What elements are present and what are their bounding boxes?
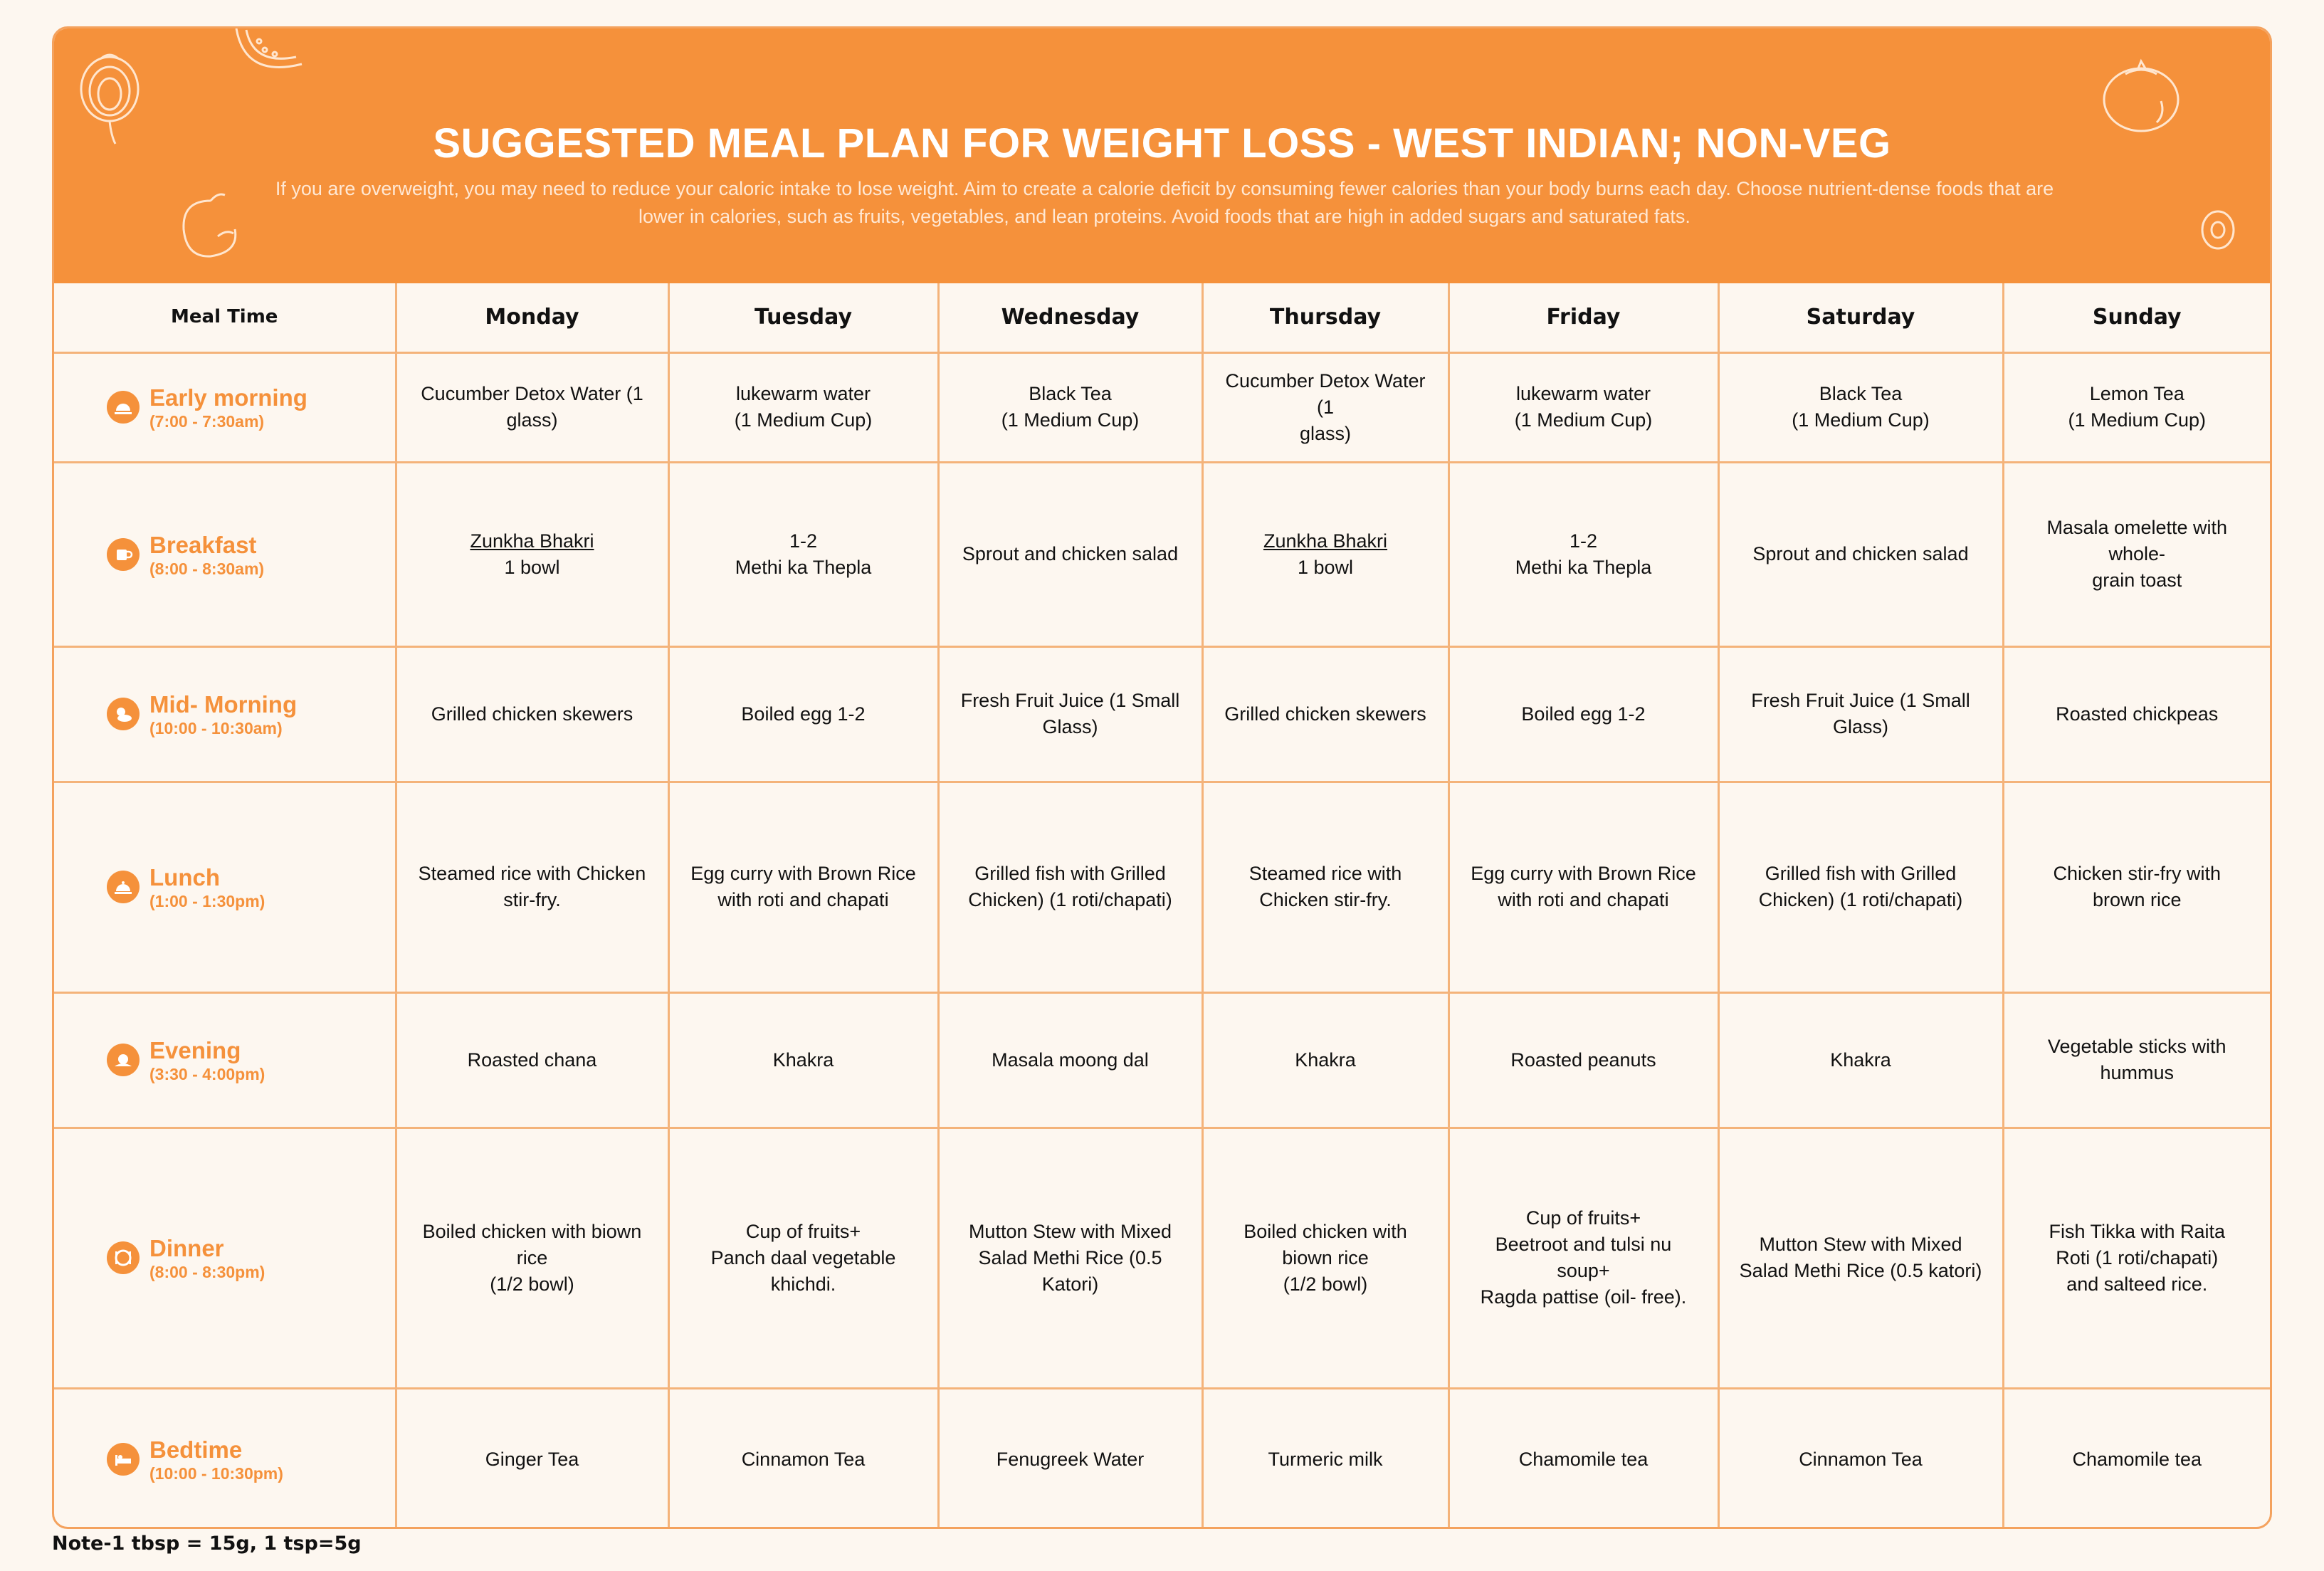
table-row [54,992,2270,1128]
footnote: Note-1 tbsp = 15g, 1 tsp=5g [52,1533,362,1555]
meal-item-line: Chicken stir-fry. [1259,889,1392,910]
meal-cell-monday [396,462,668,646]
meal-time: (7:00 - 7:30am) [149,412,265,431]
meal-cell-friday [1448,352,1718,462]
meal-cell-wednesday [938,1388,1202,1529]
meal-cell-tuesday [668,352,938,462]
meal-plan-sheet [52,26,2272,1529]
meal-cell-wednesday [938,462,1202,646]
meal-item-line: Boiled egg 1-2 [1521,703,1646,725]
meal-item-line: Sprout and chicken salad [1752,543,1969,564]
meal-item-line: Glass) [1042,716,1098,737]
meal-item-line: Mutton Stew with Mixed [1759,1234,1962,1255]
meal-item-line: with roti and chapati [1498,889,1669,910]
meal-item-line: Chamomile tea [1518,1448,1649,1470]
meal-item-line: with roti and chapati [717,889,889,910]
meal-item-line: Masala omelette with whole- [2046,517,2228,564]
meal-cell-wednesday [938,992,1202,1128]
meal-name: Lunch [149,864,220,890]
meal-cell-wednesday [938,782,1202,992]
column-header-sunday: Sunday [2003,283,2270,352]
sunset-icon [107,1044,140,1076]
meal-item-line: Boiled egg 1-2 [741,703,866,725]
meal-item-line: Glass) [1832,716,1888,737]
meal-name: Evening [149,1037,241,1063]
table-row [54,352,2270,462]
meal-time-cell [54,992,396,1128]
meal-item-line: Roasted peanuts [1510,1049,1656,1071]
meal-time: (8:00 - 8:30am) [149,559,265,578]
sun-cloud-icon [107,698,140,730]
meal-item-line: Egg curry with Brown Rice [690,863,916,884]
meal-cell-friday [1448,462,1718,646]
table-row [54,1388,2270,1529]
meal-item-line: and salteed rice. [2066,1273,2208,1295]
meal-cell-saturday [1718,992,2003,1128]
bed-icon [107,1443,140,1476]
meal-item-line: Grilled fish with Grilled [974,863,1166,884]
meal-item-line: glass) [506,409,558,431]
meal-item-line: Chicken) (1 roti/chapati) [1758,889,1963,910]
meal-item-line: Grilled chicken skewers [431,703,633,725]
meal-item-line: Ragda pattise (oil- free). [1480,1286,1687,1308]
meal-item-line: lukewarm water [735,383,871,404]
meal-item-line: (1 Medium Cup) [734,409,873,431]
subtitle-line: lower in calories, such as fruits, vegetables, and lean proteins. Avoid foods that are high in added sugars and saturated fats. [638,206,1691,227]
meal-cell-thursday [1202,646,1448,782]
meal-cell-tuesday [668,992,938,1128]
meal-cell-monday [396,1128,668,1388]
meal-item-line: Boiled chicken with [1244,1220,1407,1242]
meal-cell-wednesday [938,646,1202,782]
meal-item-line: Zunkha Bhakri [1263,530,1388,552]
meal-name: Bedtime [149,1436,243,1463]
meal-time: (10:00 - 10:30pm) [149,1464,283,1483]
meal-cell-thursday [1202,462,1448,646]
coffee-cup-icon [107,538,140,571]
meal-cell-sunday [2003,462,2270,646]
meal-time-cell [54,782,396,992]
meal-item-line: (1 Medium Cup) [2068,409,2207,431]
meal-cell-sunday [2003,1388,2270,1529]
meal-item-line: Roasted chickpeas [2056,703,2219,725]
meal-item-line: Steamed rice with [1248,863,1402,884]
meal-name: Dinner [149,1235,224,1261]
meal-name: Breakfast [149,531,257,558]
meal-cell-thursday [1202,782,1448,992]
meal-item-line: Chicken) (1 roti/chapati) [968,889,1172,910]
meal-cell-saturday [1718,1128,2003,1388]
meal-item-line: Cucumber Detox Water (1 [1225,369,1426,418]
meal-time: (3:30 - 4:00pm) [149,1065,265,1083]
meal-item-line: brown rice [2092,889,2182,910]
meal-item-line: rice [516,1246,548,1268]
meal-item-line: Egg curry with Brown Rice [1471,863,1696,884]
column-header-friday: Friday [1448,283,1718,352]
meal-item-line: Chamomile tea [2072,1448,2202,1470]
meal-item-line: Black Tea [1029,383,1112,404]
meal-plan-table [54,283,2270,1529]
header-banner [54,28,2270,283]
meal-cell-friday [1448,992,1718,1128]
table-row [54,782,2270,992]
meal-cell-sunday [2003,992,2270,1128]
meal-cell-sunday [2003,1128,2270,1388]
meal-item-line: lukewarm water [1515,383,1651,404]
round-slice-doodle-icon [2197,205,2239,255]
meal-name: Mid- Morning [149,691,298,718]
meal-item-line: Grilled chicken skewers [1224,703,1426,725]
meal-cell-thursday [1202,352,1448,462]
meal-item-line: Zunkha Bhakri [470,530,594,552]
meal-item-line: Fresh Fruit Juice (1 Small [1751,690,1970,711]
meal-item-line: (1/2 bowl) [1283,1273,1368,1295]
meal-cell-monday [396,992,668,1128]
meal-item-line: Cup of fruits+ [1525,1207,1641,1229]
meal-item-line: Cup of fruits+ [745,1220,861,1242]
meal-item-line: Boiled chicken with biown [422,1220,642,1242]
meal-item-line: glass) [1299,422,1352,444]
meal-cell-sunday [2003,646,2270,782]
meal-item-line: Ginger Tea [485,1448,579,1470]
meal-item-line: Cinnamon Tea [741,1448,866,1470]
meal-item-line: Cucumber Detox Water (1 [421,383,643,404]
meal-item-line: Roasted chana [467,1049,597,1071]
meal-item-line: Roti (1 roti/chapati) [2056,1246,2219,1268]
meal-item-line: Khakra [772,1049,834,1071]
meal-time: (10:00 - 10:30am) [149,719,283,737]
plate-icon [107,1241,140,1274]
meal-cell-monday [396,1388,668,1529]
table-row [54,1128,2270,1388]
meal-cell-wednesday [938,352,1202,462]
meal-cell-friday [1448,1128,1718,1388]
meal-cell-tuesday [668,646,938,782]
meal-item-line: Steamed rice with Chicken [418,863,646,884]
meal-item-line: Chicken stir-fry with [2053,863,2222,884]
meal-item-line: stir-fry. [503,889,561,910]
meal-item-line: Salad Methi Rice (0.5 [978,1246,1162,1268]
meal-time-cell [54,462,396,646]
melon-slice-doodle-icon [231,26,309,85]
meal-item-line: Fish Tikka with Raita [2049,1220,2226,1242]
meal-item-line: 1 bowl [504,556,560,578]
column-header-thursday: Thursday [1202,283,1448,352]
table-row [54,462,2270,646]
meal-item-line: Fenugreek Water [996,1448,1145,1470]
meal-cell-saturday [1718,1388,2003,1529]
meal-item-line: Methi ka Thepla [735,556,872,578]
meal-cell-sunday [2003,352,2270,462]
meal-cell-thursday [1202,992,1448,1128]
meal-time: (1:00 - 1:30pm) [149,892,265,910]
meal-item-line: 1-2 [789,530,818,552]
page-title: SUGGESTED MEAL PLAN FOR WEIGHT LOSS - WEST INDIAN; NON-VEG [433,120,1891,167]
meal-cell-saturday [1718,782,2003,992]
cloche-icon [107,871,140,903]
meal-item-line: Masala moong dal [992,1049,1149,1071]
meal-item-line: khichdi. [770,1273,836,1295]
meal-item-line: Khakra [1830,1049,1891,1071]
meal-cell-monday [396,646,668,782]
meal-cell-tuesday [668,782,938,992]
meal-item-line: Grilled fish with Grilled [1765,863,1957,884]
column-header-meal-time: Meal Time [54,283,396,352]
meal-cell-tuesday [668,1388,938,1529]
meal-name: Early morning [149,384,307,411]
meal-item-line: 1-2 [1569,530,1598,552]
meal-item-line: Mutton Stew with Mixed [968,1220,1172,1242]
subtitle-line: If you are overweight, you may need to reduce your caloric intake to lose weight. Aim to create a calorie deficit by consuming fewer calories than your body burns each day. Choose nutrient-dense foods that are [275,178,2054,199]
column-header-monday: Monday [396,283,668,352]
meal-item-line: Beetroot and tulsi nu soup+ [1495,1234,1672,1281]
meal-item-line: Sprout and chicken salad [962,543,1179,564]
meal-item-line: Methi ka Thepla [1515,556,1652,578]
column-header-saturday: Saturday [1718,283,2003,352]
meal-cell-saturday [1718,462,2003,646]
meal-item-line: Turmeric milk [1268,1448,1383,1470]
sunrise-icon [107,391,140,424]
meal-cell-friday [1448,782,1718,992]
meal-item-line: Vegetable sticks with [2047,1036,2226,1057]
column-header-tuesday: Tuesday [668,283,938,352]
table-row [54,646,2270,782]
meal-item-line: (1 Medium Cup) [1001,409,1140,431]
meal-cell-wednesday [938,1128,1202,1388]
meal-item-line: hummus [2100,1062,2175,1083]
meal-item-line: (1/2 bowl) [490,1273,574,1295]
meal-item-line: Khakra [1295,1049,1356,1071]
meal-time-cell [54,352,396,462]
meal-time-cell [54,646,396,782]
meal-time: (8:00 - 8:30pm) [149,1263,265,1281]
meal-time-cell [54,1388,396,1529]
meal-item-line: Lemon Tea [2089,383,2184,404]
meal-item-line: 1 bowl [1297,556,1354,578]
meal-cell-saturday [1718,646,2003,782]
meal-item-line: biown rice [1282,1246,1369,1268]
meal-item-line: grain toast [2092,569,2182,591]
meal-item-line: (1 Medium Cup) [1792,409,1930,431]
meal-cell-friday [1448,1388,1718,1529]
meal-cell-thursday [1202,1388,1448,1529]
meal-item-line: Katori) [1041,1273,1099,1295]
column-header-wednesday: Wednesday [938,283,1202,352]
meal-item-line: (1 Medium Cup) [1514,409,1653,431]
meal-cell-saturday [1718,352,2003,462]
meal-cell-friday [1448,646,1718,782]
meal-cell-tuesday [668,1128,938,1388]
meal-cell-thursday [1202,1128,1448,1388]
meal-item-line: Black Tea [1819,383,1903,404]
page-subtitle [232,175,2097,231]
meal-cell-monday [396,352,668,462]
meal-cell-monday [396,782,668,992]
meal-item-line: Salad Methi Rice (0.5 katori) [1739,1260,1982,1281]
meal-time-cell [54,1128,396,1388]
meal-item-line: Cinnamon Tea [1799,1448,1923,1470]
meal-cell-tuesday [668,462,938,646]
meal-item-line: Panch daal vegetable [710,1246,896,1268]
meal-item-line: Fresh Fruit Juice (1 Small [960,690,1180,711]
meal-cell-sunday [2003,782,2270,992]
